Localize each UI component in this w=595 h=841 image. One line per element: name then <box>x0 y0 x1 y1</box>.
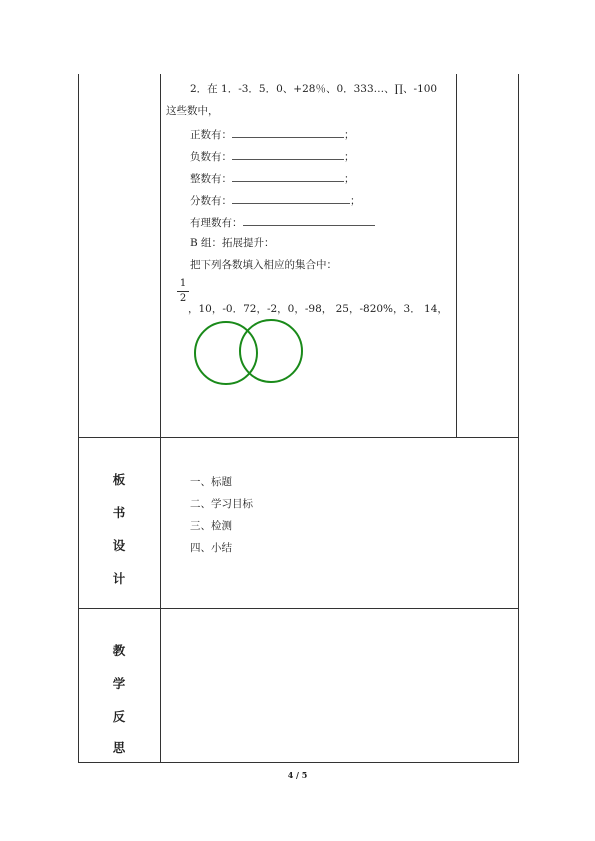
venn-diagram <box>190 316 310 390</box>
rational-numbers-label: 有理数有： <box>190 217 243 229</box>
negative-numbers-row <box>190 148 355 164</box>
reflection-label-char-1: 教 <box>112 643 126 658</box>
negative-numbers-label: 负数有： <box>190 151 232 163</box>
board-item-2: 二、学习目标 <box>190 498 253 510</box>
semicolon: ； <box>344 129 355 141</box>
row-divider-1 <box>78 437 519 438</box>
board-design-label-char-3: 设 <box>112 538 126 553</box>
board-design-label-char-4: 计 <box>112 571 126 586</box>
rational-numbers-blank[interactable] <box>243 214 375 226</box>
column-divider <box>160 74 161 763</box>
integer-numbers-row <box>190 170 355 186</box>
exercise-intro-line1: 2．在 1．-3．5．0、+28％、0．333…、∏、-100 <box>190 83 438 95</box>
group-b-title: B 组：拓展提升： <box>190 237 275 249</box>
fraction-numbers-row <box>190 192 361 208</box>
group-b-instruction: 把下列各数填入相应的集合中： <box>190 259 337 271</box>
semicolon: ； <box>344 173 355 185</box>
board-design-label-char-1: 板 <box>112 472 126 487</box>
rational-numbers-row <box>190 214 375 230</box>
table-border-right <box>518 74 519 763</box>
board-item-4: 四、小结 <box>190 542 232 554</box>
reflection-label-char-3: 反 <box>112 709 126 724</box>
fraction-bar <box>177 291 189 292</box>
positive-numbers-row <box>190 126 355 142</box>
positive-numbers-label: 正数有： <box>190 129 232 141</box>
numbers-list: ，10，-0．72，-2，0，-98， 25，-820%，3． 14， <box>188 303 448 315</box>
integer-numbers-label: 整数有： <box>190 173 232 185</box>
venn-circle-right <box>240 320 302 382</box>
fraction-numbers-blank[interactable] <box>232 192 350 204</box>
exercise-intro-line2: 这些数中， <box>166 105 219 117</box>
positive-numbers-blank[interactable] <box>232 126 344 138</box>
board-design-label-char-2: 书 <box>112 505 126 520</box>
negative-numbers-blank[interactable] <box>232 148 344 160</box>
semicolon: ； <box>350 195 361 207</box>
fraction-numerator: 1 <box>179 278 187 289</box>
fraction-one-half <box>177 278 189 305</box>
table-border-left <box>78 74 79 763</box>
row-divider-2 <box>78 608 519 609</box>
semicolon: ； <box>344 151 355 163</box>
inner-column-divider <box>456 74 457 437</box>
board-item-3: 三、检测 <box>190 520 232 532</box>
table-border-bottom <box>78 762 519 763</box>
page-number: 4 / 5 <box>287 770 308 780</box>
reflection-label-char-4: 思 <box>112 740 126 755</box>
integer-numbers-blank[interactable] <box>232 170 344 182</box>
board-item-1: 一、标题 <box>190 476 232 488</box>
fraction-denominator: 2 <box>179 293 187 304</box>
fraction-numbers-label: 分数有： <box>190 195 232 207</box>
reflection-label-char-2: 学 <box>112 676 126 691</box>
